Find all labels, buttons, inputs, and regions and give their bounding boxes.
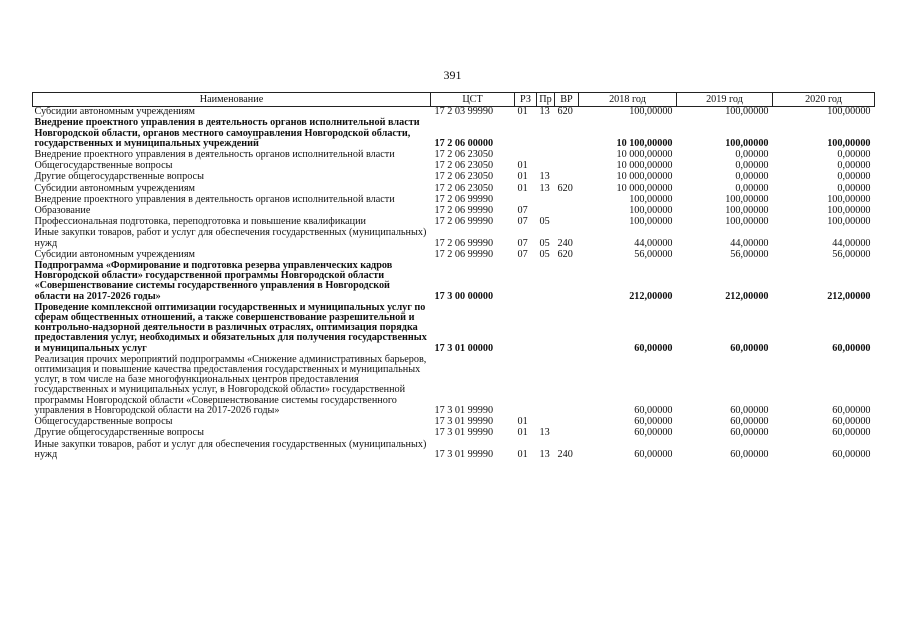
row-rz-cell: 07 <box>517 205 528 217</box>
header-rz: РЗ <box>515 93 537 107</box>
row-2019-cell: 44,00000 <box>730 237 769 249</box>
row-2019-cell: 0,00000 <box>735 160 769 172</box>
row-cst-cell: 17 2 06 99990 <box>434 237 494 249</box>
row-name-cell: Иные закупки товаров, работ и услуг для обеспечения государственных (муниципальных) нужд <box>34 438 427 460</box>
row-name-cell: Профессиональная подготовка, переподготовка и повышение квалификации <box>34 216 366 228</box>
row-cst-cell: 17 2 06 23050 <box>434 160 494 172</box>
table-row <box>33 118 875 150</box>
row-rz-cell: 01 <box>517 160 528 172</box>
row-cst-cell: 17 3 01 99990 <box>434 416 494 428</box>
row-2018-cell: 10 000,00000 <box>616 149 673 161</box>
row-rz-cell <box>515 261 537 303</box>
row-name-cell: Реализация прочих мероприятий подпрограммы «Снижение административных барьеров, оптимизация и повышение качества предоставления государственных и муниципальных услуг, в том числе на базе многофункциональных центров предоставления государственных и муниципальных услуг, в Новгородской области» государственной программы Новгородской области «Совершенствование системы государственного управления в Новгородской области на 2017-2026 годы» <box>34 353 427 416</box>
row-2019-cell: 60,00000 <box>730 448 769 460</box>
row-rz-cell <box>515 118 537 150</box>
row-2018-cell: 10 000,00000 <box>616 171 673 183</box>
row-vr-cell <box>555 118 579 150</box>
row-name-cell: Внедрение проектного управления в деятельность органов исполнительной власти Новгородской области, органов местного самоуправления Новгородской области, государственных и муниципальных учреждений <box>34 117 420 149</box>
row-2020-cell: 0,00000 <box>837 149 871 161</box>
row-name-cell: Внедрение проектного управления в деятельность органов исполнительной власти <box>34 149 395 161</box>
row-name-cell: Проведение комплексной оптимизации государственных и муниципальных услуг по сферам общественных отношений, а также совершенствование разрешительной и контрольно-надзорной деятельности в различных отраслях, оптимизация порядка предоставления услуг, необходимых и обязательных для получения государственных и муниципальных услуг <box>34 301 427 354</box>
row-cst-cell: 17 2 06 00000 <box>434 137 494 149</box>
row-name-cell: Другие общегосударственные вопросы <box>34 171 204 183</box>
row-vr-cell <box>555 355 579 417</box>
row-2018-cell: 100,00000 <box>629 193 673 205</box>
row-2018-cell: 100,00000 <box>629 106 673 118</box>
row-cst-cell: 17 2 03 99990 <box>434 106 494 118</box>
row-pr-cell <box>537 303 555 355</box>
row-2019-cell: 100,00000 <box>725 193 769 205</box>
row-rz-cell: 07 <box>517 216 528 228</box>
row-2020-cell: 100,00000 <box>827 137 871 149</box>
row-2020-cell: 100,00000 <box>827 193 871 205</box>
row-rz-cell: 01 <box>517 416 528 428</box>
row-2018-cell: 100,00000 <box>629 216 673 228</box>
row-cst-cell: 17 2 06 23050 <box>434 171 494 183</box>
row-2020-cell: 100,00000 <box>827 205 871 217</box>
row-2019-cell: 0,00000 <box>735 171 769 183</box>
row-2018-cell: 10 000,00000 <box>616 160 673 172</box>
row-2019-cell: 0,00000 <box>735 182 769 194</box>
row-2019-cell: 100,00000 <box>725 216 769 228</box>
row-2019-cell: 0,00000 <box>735 149 769 161</box>
row-rz-cell <box>515 303 537 355</box>
row-pr-cell <box>537 150 555 161</box>
row-2020-cell: 0,00000 <box>837 182 871 194</box>
table-row <box>33 228 875 249</box>
header-cst: ЦСТ <box>431 93 515 107</box>
row-2018-cell: 212,00000 <box>629 290 673 302</box>
row-2018-cell: 10 000,00000 <box>616 182 673 194</box>
row-vr-cell: 620 <box>557 248 573 260</box>
row-name-cell: Другие общегосударственные вопросы <box>34 427 204 439</box>
table-row <box>33 172 875 183</box>
row-pr-cell: 05 <box>539 237 550 249</box>
row-cst-cell: 17 3 00 00000 <box>434 290 494 302</box>
row-name-cell: Субсидии автономным учреждениям <box>34 182 195 194</box>
row-2019-cell: 60,00000 <box>730 404 769 416</box>
row-vr-cell: 620 <box>557 106 573 118</box>
row-2020-cell: 60,00000 <box>832 448 871 460</box>
row-pr-cell: 13 <box>539 106 550 118</box>
table-row <box>33 440 875 461</box>
header-row <box>33 93 875 107</box>
row-cst-cell: 17 2 06 99990 <box>434 205 494 217</box>
row-2018-cell: 60,00000 <box>634 342 673 354</box>
row-rz-cell: 01 <box>517 171 528 183</box>
row-pr-cell: 13 <box>539 171 550 183</box>
row-rz-cell: 01 <box>517 448 528 460</box>
budget-table-container <box>32 92 874 461</box>
row-2020-cell: 56,00000 <box>832 248 871 260</box>
row-cst-cell: 17 2 06 99990 <box>434 216 494 228</box>
row-vr-cell <box>555 195 579 206</box>
header-pr: Пр <box>537 93 555 107</box>
row-name-cell: Общегосударственные вопросы <box>34 416 173 428</box>
row-rz-cell <box>515 355 537 417</box>
row-cst-cell: 17 2 06 99990 <box>434 193 494 205</box>
row-vr-cell: 240 <box>557 448 573 460</box>
row-pr-cell: 05 <box>539 248 550 260</box>
table-row <box>33 261 875 303</box>
header-2019: 2019 год <box>677 93 773 107</box>
row-vr-cell: 620 <box>557 182 573 194</box>
row-vr-cell <box>555 417 579 428</box>
row-rz-cell: 01 <box>517 106 528 118</box>
row-2020-cell: 60,00000 <box>832 404 871 416</box>
row-2020-cell: 0,00000 <box>837 160 871 172</box>
row-vr-cell <box>555 428 579 439</box>
table-header <box>33 93 875 107</box>
row-pr-cell <box>537 118 555 150</box>
row-cst-cell: 17 2 06 23050 <box>434 149 494 161</box>
row-cst-cell: 17 3 01 00000 <box>434 342 494 354</box>
table-row <box>33 303 875 355</box>
row-cst-cell: 17 2 06 23050 <box>434 182 494 194</box>
row-2019-cell: 100,00000 <box>725 205 769 217</box>
row-2019-cell: 100,00000 <box>725 106 769 118</box>
row-name-cell: Внедрение проектного управления в деятельность органов исполнительной власти <box>34 193 395 205</box>
row-2020-cell: 44,00000 <box>832 237 871 249</box>
header-name: Наименование <box>33 93 431 107</box>
row-pr-cell: 13 <box>539 448 550 460</box>
header-2018: 2018 год <box>579 93 677 107</box>
row-rz-cell: 01 <box>517 182 528 194</box>
row-rz-cell: 01 <box>517 427 528 439</box>
row-name-cell: Образование <box>34 205 91 217</box>
row-name-cell: Субсидии автономным учреждениям <box>34 106 195 118</box>
table-row <box>33 428 875 439</box>
row-2018-cell: 56,00000 <box>634 248 673 260</box>
row-2019-cell: 60,00000 <box>730 342 769 354</box>
row-2018-cell: 60,00000 <box>634 404 673 416</box>
row-rz-cell: 07 <box>517 237 528 249</box>
row-cst-cell: 17 2 06 99990 <box>434 248 494 260</box>
row-2020-cell: 60,00000 <box>832 342 871 354</box>
row-2020-cell: 100,00000 <box>827 106 871 118</box>
row-vr-cell <box>555 217 579 228</box>
row-rz-cell: 07 <box>517 248 528 260</box>
row-2018-cell: 10 100,00000 <box>616 137 673 149</box>
row-cst-cell: 17 3 01 99990 <box>434 448 494 460</box>
row-name-cell: Иные закупки товаров, работ и услуг для обеспечения государственных (муниципальных) нужд <box>34 227 427 249</box>
row-pr-cell <box>537 261 555 303</box>
row-2020-cell: 0,00000 <box>837 171 871 183</box>
row-2019-cell: 212,00000 <box>725 290 769 302</box>
budget-table <box>32 92 875 461</box>
row-pr-cell <box>537 195 555 206</box>
row-2020-cell: 60,00000 <box>832 416 871 428</box>
row-name-cell: Субсидии автономным учреждениям <box>34 248 195 260</box>
row-cst-cell: 17 3 01 99990 <box>434 427 494 439</box>
row-pr-cell <box>537 355 555 417</box>
page-number: 391 <box>443 68 462 82</box>
table-row <box>33 355 875 417</box>
row-vr-cell <box>555 161 579 172</box>
row-2019-cell: 60,00000 <box>730 416 769 428</box>
row-name-cell: Подпрограмма «Формирование и подготовка резерва управленческих кадров Новгородской области» государственной программы Новгородской области «Совершенствование системы государственного управления в Новгородской области на 2017-2026 годы» <box>34 260 393 302</box>
table-body <box>33 107 875 461</box>
row-2019-cell: 100,00000 <box>725 137 769 149</box>
row-pr-cell: 13 <box>539 427 550 439</box>
row-2018-cell: 100,00000 <box>629 205 673 217</box>
header-2020: 2020 год <box>773 93 875 107</box>
row-vr-cell <box>555 206 579 217</box>
row-pr-cell: 13 <box>539 182 550 194</box>
row-cst-cell: 17 3 01 99990 <box>434 404 494 416</box>
row-vr-cell <box>555 261 579 303</box>
row-name-cell: Общегосударственные вопросы <box>34 160 173 172</box>
row-vr-cell <box>555 303 579 355</box>
row-2018-cell: 60,00000 <box>634 448 673 460</box>
header-vr: ВР <box>555 93 579 107</box>
row-2018-cell: 44,00000 <box>634 237 673 249</box>
row-2019-cell: 60,00000 <box>730 427 769 439</box>
row-vr-cell: 240 <box>557 237 573 249</box>
row-2020-cell: 212,00000 <box>827 290 871 302</box>
row-2020-cell: 100,00000 <box>827 216 871 228</box>
row-pr-cell: 05 <box>539 216 550 228</box>
row-2018-cell: 60,00000 <box>634 427 673 439</box>
row-2020-cell: 60,00000 <box>832 427 871 439</box>
row-2018-cell: 60,00000 <box>634 416 673 428</box>
row-2019-cell: 56,00000 <box>730 248 769 260</box>
row-vr-cell <box>555 150 579 161</box>
row-vr-cell <box>555 172 579 183</box>
